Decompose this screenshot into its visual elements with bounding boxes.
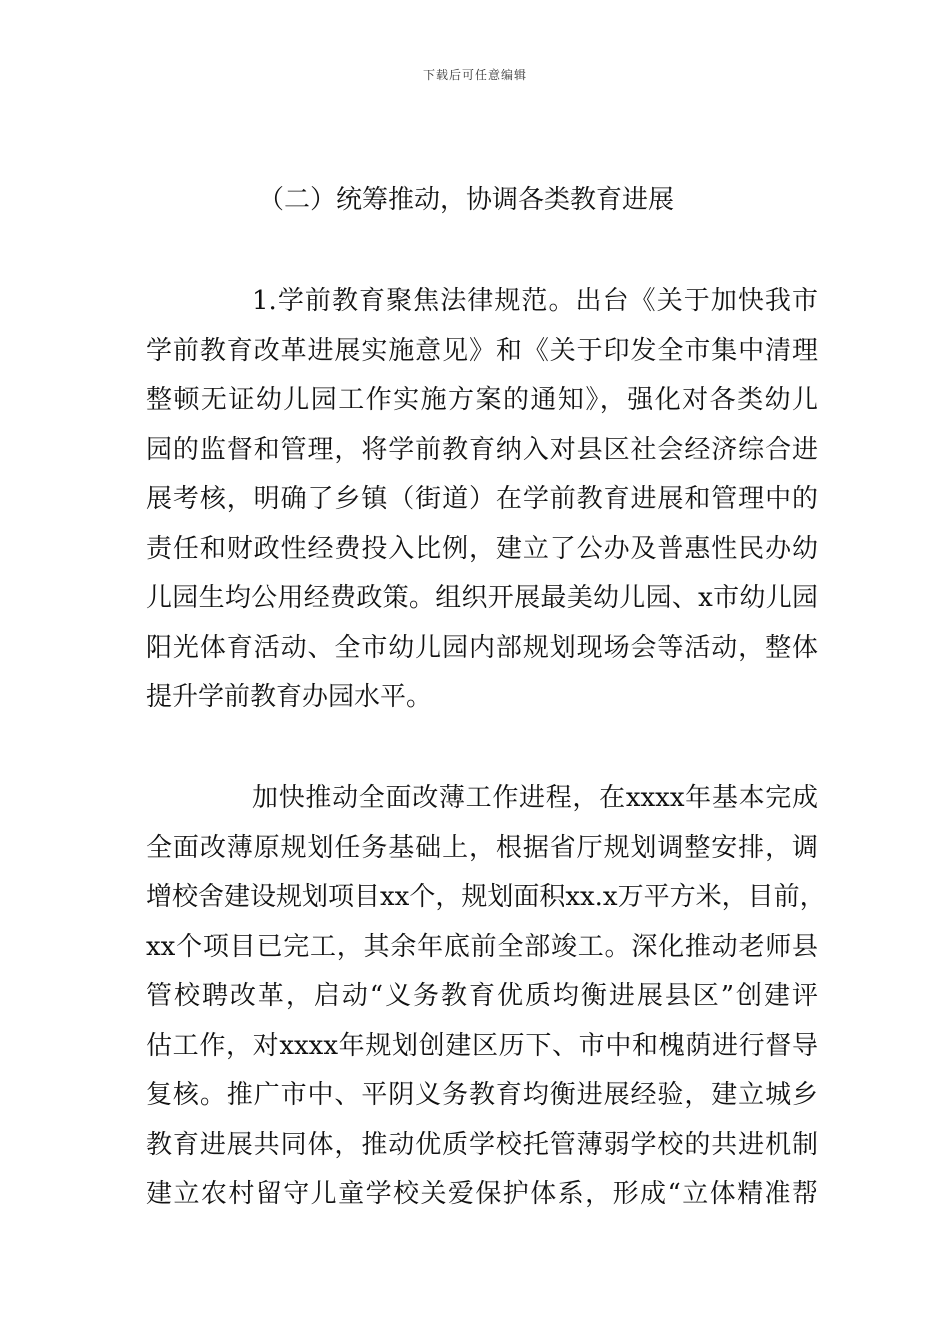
text-line: 1.学前教育聚焦法律规范。出台《关于加快我市 bbox=[252, 286, 818, 316]
text-line: 全面改薄原规划任务基础上，根据省厅规划调整安排，调 bbox=[146, 832, 818, 863]
text-line: 提升学前教育办园水平。 bbox=[146, 682, 433, 712]
text-line: 责任和财政性经费投入比例，建立了公办及普惠性民办幼 bbox=[146, 533, 818, 564]
text-line: 增校舍建设规划项目xx个，规划面积xx.x万平方米，目前， bbox=[146, 882, 826, 912]
text-line: 加快推动全面改薄工作进程，在xxxx年基本完成 bbox=[252, 783, 818, 813]
text-line: 儿园生均公用经费政策。组织开展最美幼儿园、x市幼儿园 bbox=[146, 583, 818, 613]
text-line: 园的监督和管理，将学前教育纳入对县区社会经济综合进 bbox=[146, 434, 818, 465]
text-line: 复核。推广市中、平阴义务教育均衡进展经验，建立城乡 bbox=[146, 1080, 818, 1110]
text-line: 阳光体育活动、全市幼儿园内部规划现场会等活动，整体 bbox=[146, 632, 818, 663]
text-line: 估工作，对xxxx年规划创建区历下、市中和槐荫进行督导 bbox=[146, 1030, 818, 1061]
text-line: 展考核，明确了乡镇（街道）在学前教育进展和管理中的 bbox=[146, 484, 818, 514]
text-line: 学前教育改革进展实施意见》和《关于印发全市集中清理 bbox=[146, 335, 818, 366]
section-heading: （二）统筹推动，协调各类教育进展 bbox=[258, 185, 675, 215]
paragraph-school-renovation bbox=[146, 774, 826, 1220]
text-line: xx个项目已完工，其余年底前全部竣工。深化推动老师县 bbox=[146, 931, 818, 962]
text-line: 建立农村留守儿童学校关爱保护体系，形成“立体精准帮 bbox=[146, 1179, 818, 1209]
text-line: 管校聘改革，启动“义务教育优质均衡进展县区”创建评 bbox=[146, 981, 818, 1011]
text-line: 整顿无证幼儿园工作实施方案的通知》，强化对各类幼儿 bbox=[146, 385, 818, 415]
text-line: 教育进展共同体，推动优质学校托管薄弱学校的共进机制 bbox=[146, 1129, 818, 1160]
paragraph-preschool-education bbox=[146, 277, 818, 723]
header-note: 下载后可任意编辑 bbox=[422, 68, 527, 82]
